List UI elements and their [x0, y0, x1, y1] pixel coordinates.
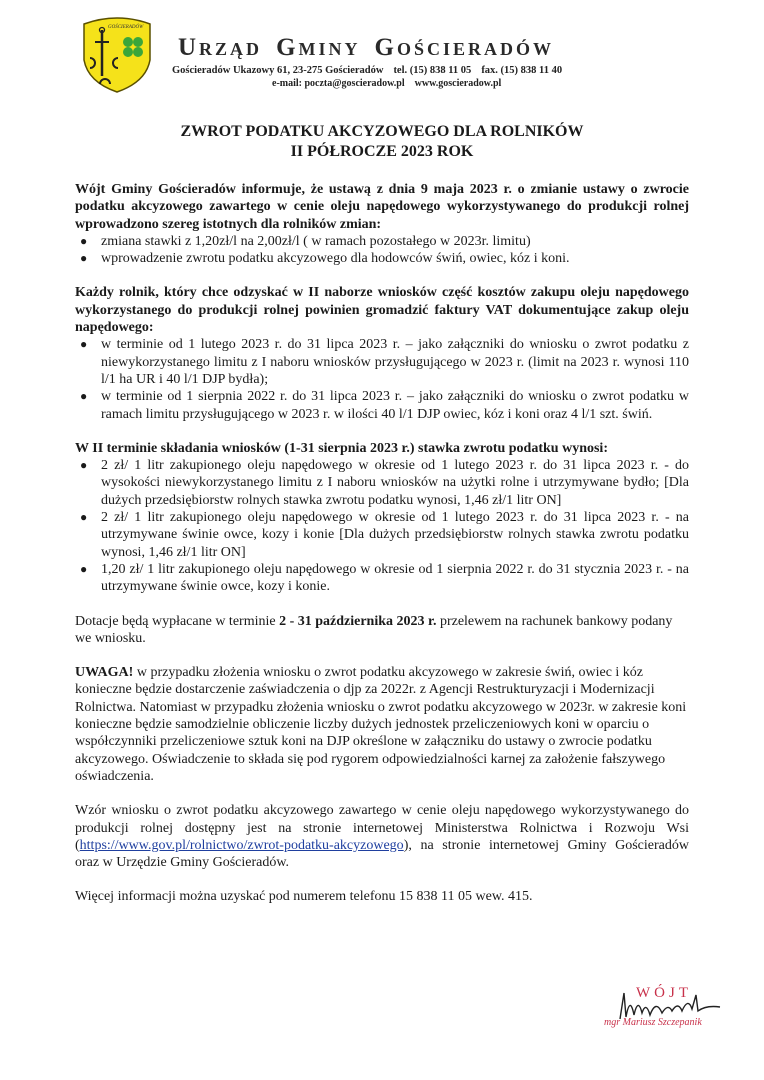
organization-contact: [272, 78, 511, 89]
list-item: ● w terminie od 1 sierpnia 2022 r. do 31 lipca 2023 r. – jako załączniki do wniosku o zwrot podatku w ramach limitu przysługującego w 2023 r. w ilości 40 l/1 DJP owiec, kóz i koni oraz 4 l/1 szt. świń.: [80, 389, 689, 422]
signature-stamp: WÓJT mgr Mariusz Szczepanik: [590, 985, 740, 1035]
list-item: ● w terminie od 1 lutego 2023 r. do 31 lipca 2023 r. – jako załączniki do wniosku o zwrot podatku z niewykorzystanego limitu z I naboru wniosków przysługującego w 2023 r. (limit na 2023 r. wynosi 110 l/1 ha UR i 40 l/1 DJP bydła);: [80, 337, 689, 387]
list-item: ● 2 zł/ 1 litr zakupionego oleju napędowego w okresie od 1 lutego 2023 r. do 31 lipca 2023 r. - do wysokości niewykorzystanego limitu z I naboru wniosków na użytki rolne i utrzymywane bydło; [Dla dużych przedsiębiorstw rolnych stawka zwrotu podatku wynosi, 1,46 zł/1 litr ON]: [80, 458, 689, 508]
warning-paragraph: UWAGA! w przypadku złożenia wniosku o zwrot podatku akcyzowego w zakresie świń, owiec i kóz konieczne będzie dostarczenie zaświadczenia o djp za 2022r. z Agencji Restrukturyzacji i Modernizacji Rolnictwa. Natomiast w przypadku złożenia wniosku o zwrot podatku akcyzowego w 2023r. w zakresie koni konieczne będzie samodzielnie obliczenie liczby dużych jednostek przeliczeniowych koni w oparciu o współczynniki przeliczeniowe sztuk koni na DJP określone w załączniku do ustawy o zwrocie podatku akcyzowego. Oświadczenie to składa się pod rygorem odpowiedzialności karnej za założenie fałszywego oświadczenia.: [75, 665, 687, 784]
organization-name: Urząd Gminy Gościeradów: [178, 34, 554, 61]
document-body: [75, 181, 689, 906]
section2-intro: Każdy rolnik, który chce odzyskać w II naborze wniosków część kosztów zakupu oleju napędowego wykorzystanego do produkcji rolnej powinien gromadzić faktury VAT dokumentujące zakup oleju napędowego:: [75, 285, 689, 336]
ministry-form-link[interactable]: https://www.gov.pl/rolnictwo/zwrot-podatku-akcyzowego: [79, 837, 404, 853]
list-item: ● 1,20 zł/ 1 litr zakupionego oleju napędowego w okresie od 1 sierpnia 2022 r. do 31 stycznia 2023 r. - na utrzymywane świnie owce, kozy i konie.: [80, 561, 689, 595]
section1-list: [75, 233, 689, 268]
warning-label: UWAGA!: [75, 665, 134, 681]
municipal-crest-icon: [80, 14, 154, 94]
section3-list: [75, 457, 689, 595]
letterhead: [80, 14, 640, 94]
organization-address: Gościeradów Ukazowy 61, 23-275 Gościeradów tel. (15) 838 11 05 fax. (15) 838 11 40: [172, 65, 563, 76]
form-info-paragraph: Wzór wniosku o zwrot podatku akcyzowego zawartego w cenie oleju napędowego wykorzystywanego do produkcji rolnej dostępny jest na stronie internetowej Ministerstwa Rolnictwa i Rozwoju Wsi (https://www.gov.pl/rolnictwo/zwrot-podatku-akcyzowego), na stronie internetowej Gminy Gościeradów oraz w Urzędzie Gminy Gościeradów.: [75, 803, 689, 871]
section1-intro: Wójt Gminy Gościeradów informuje, że ustawą z dnia 9 maja 2023 r. o zmianie ustawy o zwrocie podatku akcyzowego zawartego w cenie oleju napędowego wykorzystywanego do produkcji rolnej wprowadzono szereg istotnych dla rolników zmian:: [75, 182, 689, 232]
section2-list: [75, 336, 689, 422]
email-link[interactable]: e-mail: poczta@goscieradow.pl: [272, 78, 405, 89]
list-item: ● 2 zł/ 1 litr zakupionego oleju napędowego w okresie od 1 lutego 2023 r. do 31 lipca 2023 r. - na utrzymywane świnie owce, kozy i konie [Dla dużych przedsiębiorstw rolnych stawka zwrotu podatku wynosi, 1,46 zł/1 litr ON]: [80, 510, 689, 560]
svg-text:GOŚCIERADÓW: GOŚCIERADÓW: [108, 25, 144, 30]
payout-paragraph: Dotacje będą wypłacane w terminie 2 - 31 października 2023 r. przelewem na rachunek bankowy podany we wniosku.: [75, 613, 673, 646]
list-item: ● wprowadzenie zwrotu podatku akcyzowego dla hodowców świń, owiec, kóz i koni.: [80, 251, 570, 267]
contact-paragraph: Więcej informacji można uzyskać pod numerem telefonu 15 838 11 05 wew. 415.: [75, 889, 533, 905]
document-title: ZWROT PODATKU AKCYZOWEGO DLA ROLNIKÓW II PÓŁROCZE 2023 ROK: [180, 123, 584, 160]
website-link[interactable]: www.goscieradow.pl: [414, 78, 502, 89]
section3-intro: W II terminie składania wniosków (1-31 sierpnia 2023 r.) stawka zwrotu podatku wynosi:: [75, 440, 608, 456]
list-item: ● zmiana stawki z 1,20zł/l na 2,00zł/l ( w ramach pozostałego w 2023r. limitu): [80, 233, 531, 249]
